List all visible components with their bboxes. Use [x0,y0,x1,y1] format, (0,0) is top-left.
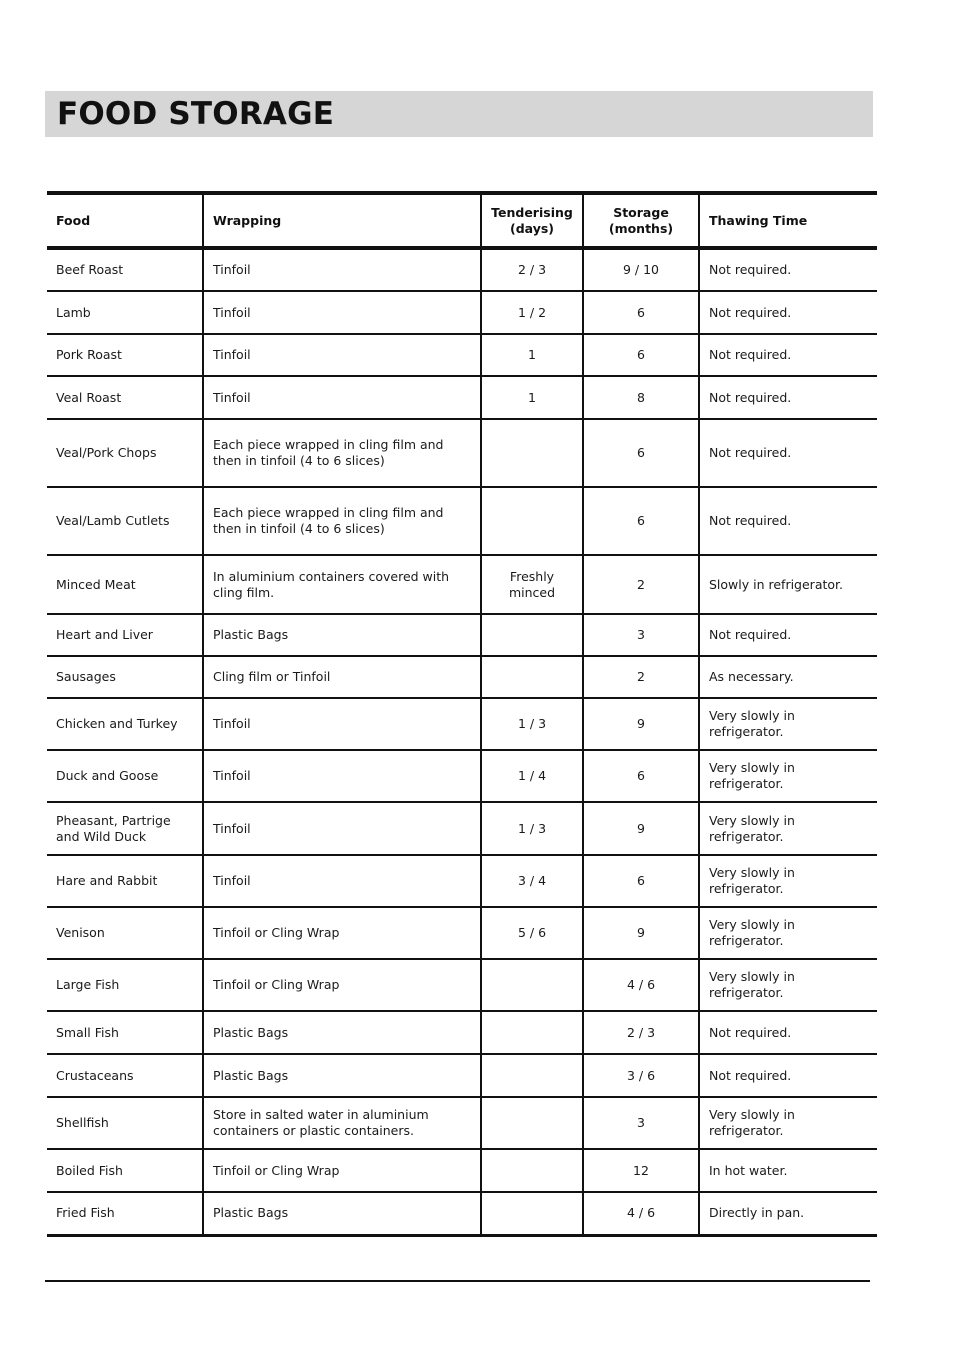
header-food: Food [47,193,203,248]
cell-food: Shellfish [47,1097,203,1149]
table-row [47,376,877,419]
table-row [47,855,877,907]
cell-storage: 3 [583,1097,699,1149]
table-row [47,698,877,750]
cell-tenderising [481,1149,583,1192]
title-bar [45,91,873,137]
cell-thawing: Very slowly in refrigerator. [699,802,877,855]
table-row [47,419,877,487]
table-row [47,959,877,1011]
cell-wrapping: Tinfoil [203,248,481,291]
cell-thawing: Directly in pan. [699,1192,877,1235]
cell-tenderising: 1 / 3 [481,802,583,855]
cell-thawing: Very slowly in refrigerator. [699,1097,877,1149]
cell-food: Lamb [47,291,203,334]
cell-wrapping: Store in salted water in aluminium containers or plastic containers. [203,1097,481,1149]
cell-thawing: As necessary. [699,656,877,698]
cell-storage: 6 [583,334,699,376]
cell-thawing: Not required. [699,334,877,376]
cell-storage: 2 / 3 [583,1011,699,1054]
cell-food: Duck and Goose [47,750,203,802]
cell-storage: 6 [583,855,699,907]
table-row [47,1011,877,1054]
cell-wrapping: Tinfoil [203,698,481,750]
cell-storage: 6 [583,750,699,802]
cell-storage: 9 [583,802,699,855]
cell-wrapping: Plastic Bags [203,614,481,656]
cell-wrapping: Plastic Bags [203,1192,481,1235]
cell-thawing: In hot water. [699,1149,877,1192]
header-storage-line2: (months) [608,220,674,236]
cell-tenderising: 5 / 6 [481,907,583,959]
cell-storage: 2 [583,656,699,698]
cell-wrapping: Tinfoil or Cling Wrap [203,1149,481,1192]
cell-tenderising: 1 [481,376,583,419]
cell-thawing: Not required. [699,614,877,656]
cell-thawing: Very slowly in refrigerator. [699,698,877,750]
cell-tenderising: 1 [481,334,583,376]
cell-thawing: Very slowly in refrigerator. [699,855,877,907]
cell-thawing: Very slowly in refrigerator. [699,907,877,959]
cell-food: Small Fish [47,1011,203,1054]
cell-storage: 8 [583,376,699,419]
cell-tenderising: 1 / 4 [481,750,583,802]
cell-wrapping: Tinfoil [203,802,481,855]
cell-storage: 9 [583,907,699,959]
cell-tenderising [481,1011,583,1054]
cell-storage: 9 / 10 [583,248,699,291]
page-title: FOOD STORAGE [57,96,335,132]
table-row [47,555,877,614]
cell-food: Heart and Liver [47,614,203,656]
cell-tenderising [481,656,583,698]
cell-food: Sausages [47,656,203,698]
cell-food: Fried Fish [47,1192,203,1235]
cell-tenderising [481,1192,583,1235]
cell-storage: 6 [583,419,699,487]
header-tenderising [481,193,583,248]
cell-storage: 9 [583,698,699,750]
table-row [47,656,877,698]
cell-food: Pork Roast [47,334,203,376]
header-thawing: Thawing Time [699,193,877,248]
cell-food: Crustaceans [47,1054,203,1097]
cell-food: Boiled Fish [47,1149,203,1192]
cell-tenderising [481,959,583,1011]
table-row [47,248,877,291]
cell-storage: 6 [583,291,699,334]
cell-wrapping: In aluminium containers covered with cling film. [203,555,481,614]
table-row [47,1149,877,1192]
table-row [47,1192,877,1235]
cell-tenderising [481,487,583,555]
cell-storage: 4 / 6 [583,959,699,1011]
cell-thawing: Not required. [699,291,877,334]
footer-rule [45,1280,870,1282]
cell-wrapping: Tinfoil or Cling Wrap [203,959,481,1011]
cell-tenderising: 2 / 3 [481,248,583,291]
cell-thawing: Slowly in refrigerator. [699,555,877,614]
cell-storage: 6 [583,487,699,555]
cell-food: Hare and Rabbit [47,855,203,907]
cell-tenderising: 1 / 3 [481,698,583,750]
cell-storage: 3 / 6 [583,1054,699,1097]
cell-thawing: Very slowly in refrigerator. [699,959,877,1011]
cell-food: Minced Meat [47,555,203,614]
cell-thawing: Very slowly in refrigerator. [699,750,877,802]
table-row [47,1097,877,1149]
cell-tenderising [481,419,583,487]
cell-wrapping: Tinfoil [203,855,481,907]
table-row [47,802,877,855]
cell-tenderising [481,1054,583,1097]
cell-storage: 3 [583,614,699,656]
cell-wrapping: Plastic Bags [203,1011,481,1054]
table-row [47,750,877,802]
cell-thawing: Not required. [699,248,877,291]
cell-storage: 2 [583,555,699,614]
cell-thawing: Not required. [699,487,877,555]
cell-wrapping: Each piece wrapped in cling film and then in tinfoil (4 to 6 slices) [203,487,481,555]
table-row [47,291,877,334]
table-row [47,1054,877,1097]
cell-food: Veal/Lamb Cutlets [47,487,203,555]
cell-food: Venison [47,907,203,959]
header-tenderising-line1: Tenderising [491,204,573,220]
cell-wrapping: Each piece wrapped in cling film and then in tinfoil (4 to 6 slices) [203,419,481,487]
table-row [47,487,877,555]
cell-wrapping: Cling film or Tinfoil [203,656,481,698]
cell-wrapping: Tinfoil [203,291,481,334]
cell-wrapping: Plastic Bags [203,1054,481,1097]
table-row [47,907,877,959]
header-storage [583,193,699,248]
cell-food: Chicken and Turkey [47,698,203,750]
cell-wrapping: Tinfoil [203,376,481,419]
cell-thawing: Not required. [699,419,877,487]
header-storage-line1: Storage [613,204,669,220]
cell-wrapping: Tinfoil or Cling Wrap [203,907,481,959]
cell-food: Pheasant, Partrige and Wild Duck [47,802,203,855]
cell-tenderising [481,614,583,656]
cell-food: Beef Roast [47,248,203,291]
cell-thawing: Not required. [699,1011,877,1054]
cell-tenderising: 3 / 4 [481,855,583,907]
table-row [47,614,877,656]
cell-storage: 4 / 6 [583,1192,699,1235]
cell-storage: 12 [583,1149,699,1192]
cell-thawing: Not required. [699,376,877,419]
cell-wrapping: Tinfoil [203,334,481,376]
cell-thawing: Not required. [699,1054,877,1097]
header-wrapping: Wrapping [203,193,481,248]
table-row [47,334,877,376]
cell-tenderising: 1 / 2 [481,291,583,334]
cell-food: Large Fish [47,959,203,1011]
cell-tenderising: Freshly minced [481,555,583,614]
cell-wrapping: Tinfoil [203,750,481,802]
cell-food: Veal Roast [47,376,203,419]
table-header-row [47,193,877,248]
cell-food: Veal/Pork Chops [47,419,203,487]
food-storage-table [47,191,877,1237]
cell-tenderising [481,1097,583,1149]
table-body [47,248,877,1235]
header-tenderising-line2: (days) [509,220,554,236]
